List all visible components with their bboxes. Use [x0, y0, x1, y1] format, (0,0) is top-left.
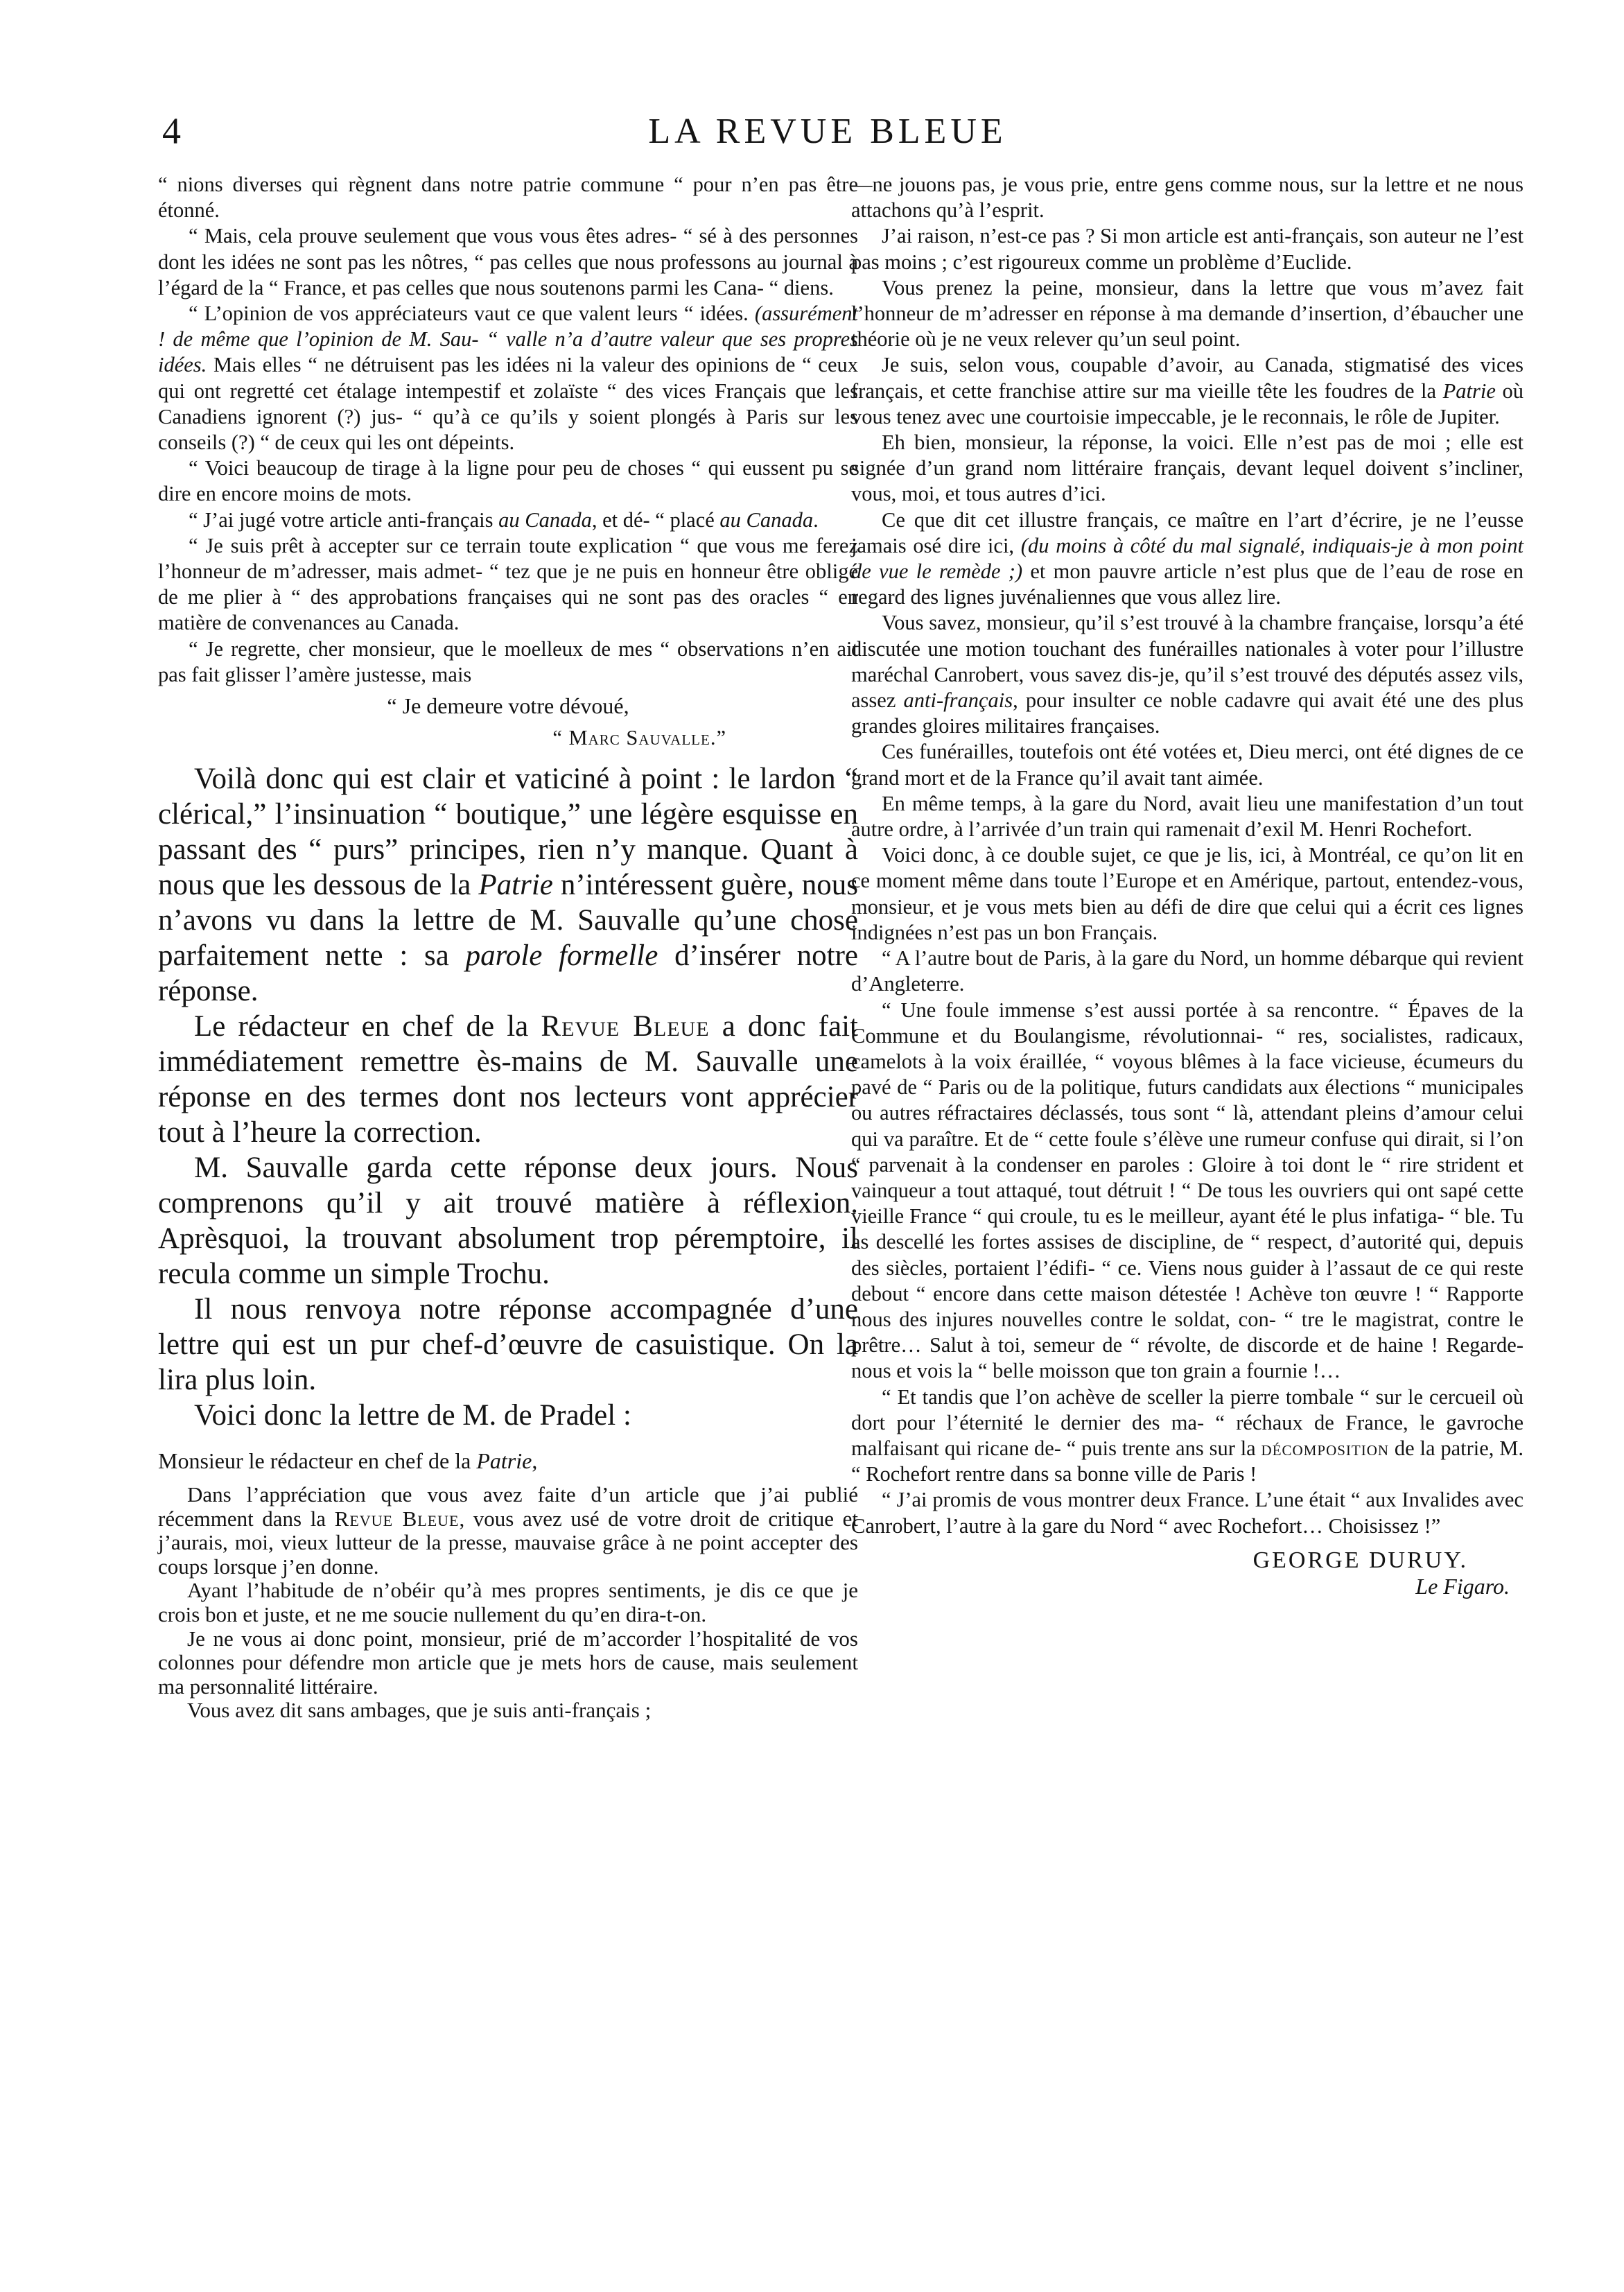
- quote-paragraph: “ Je suis prêt à accepter sur ce terrain toute explication “ que vous me ferez l’honneur de m’adresser, mais admet- “ tez que je ne puis en honneur être obligé de me plier à “ des approbations françaises qui ne sont pas des oracles “ en matière de convenances au Canada.: [158, 533, 858, 635]
- body-paragraph: Il nous renvoya notre réponse accompagnée d’une lettre qui est un pur chef-d’œuvre de casuistique. On la lira plus loin.: [158, 1293, 858, 1397]
- letter-paragraph: Vous savez, monsieur, qu’il s’est trouvé à la chambre française, lorsqu’a été discutée une motion touchant des funérailles nationales à voter pour l’illustre maréchal Canrobert, vous savez dis-je, qu’il s’est trouvé des députés assez vils, assez anti-français, pour insulter ce noble cadavre qui avait été une des plus grandes gloires militaires françaises.: [851, 611, 1523, 738]
- letter-paragraph: Je ne vous ai donc point, monsieur, prié de m’accorder l’hospitalité de vos colonnes pour défendre mon article que je mets hors de cause, mais seulement ma personnalité littéraire.: [158, 1626, 858, 1699]
- letter-paragraph: Eh bien, monsieur, la réponse, la voici. Elle n’est pas de moi ; elle est signée d’un grand nom littéraire français, devant lequel doivent s’incliner, vous, moi, et tous autres d’ici.: [851, 431, 1523, 506]
- body-paragraph: Voilà donc qui est clair et vaticiné à point : le lardon “ clérical,” l’insinuation “ boutique,” une légère esquisse en passant des “ purs” principes, rien n’y manque. Quant à nous que les dessous de la Patrie n’intéressent guère, nous n’avons vu dans la lettre de M. Sauvalle qu’une chose parfaitement nette : sa parole formelle d’insérer notre réponse.: [158, 763, 858, 1008]
- letter-paragraph: Voici donc, à ce double sujet, ce que je lis, ici, à Montréal, ce qu’on lit en ce moment même dans toute l’Europe et en Amérique, partout, entendez-vous, monsieur, et je vous mets bien au défi de dire que celui qui a écrit ces lignes indignées n’est pas un bon Français.: [851, 843, 1523, 944]
- letter-paragraph: Je suis, selon vous, coupable d’avoir, au Canada, stigmatisé des vices français, et cette franchise attire sur ma vieille tête les foudres de la Patrie où vous tenez avec une courtoisie impeccable, je le reconnais, le rôle de Jupiter.: [851, 353, 1523, 428]
- quote-paragraph: “ Je regrette, cher monsieur, que le moelleux de mes “ observations n’en ait pas fait glisser l’amère justesse, mais: [158, 636, 858, 686]
- quote-paragraph: “ Mais, cela prouve seulement que vous vous êtes adres- “ sé à des personnes dont les idées ne sont pas les nôtres, “ pas celles que nous professons au journal à l’égard de la “ France, et pas celles que nous soutenons parmi les Cana- “ diens.: [158, 224, 858, 299]
- quote-paragraph: “ Une foule immense s’est aussi portée à sa rencontre. “ Épaves de la Commune et du Boulangisme, révolutionnai- “ res, socialistes, radicaux, camelots à la voix éraillée, “ voyous blêmes à la face vicieuse, écumeurs du pavé de “ Paris ou de la politique, futurs candidats aux élections “ municipales ou autres réfractaires déclassés, tous sont “ là, attendant pleins d’amour celui qui va paraître. Et de “ cette foule s’élève une rumeur confuse qui dirait, si l’on “ parvenait à la condenser en paroles : Gloire à toi dont le “ rire strident et vainqueur a tout attaqué, tout détruit ! “ De tous les ouvriers qui ont sapé cette vieille France “ qui croule, tu es le meilleur, ayant été le plus infatiga- “ ble. Tu as descellé les fortes assises de discipline, de “ respect, d’autorité qui, depuis des siècles, portaient l’édifi- “ ce. Viens nous guider à l’assaut de ce qui reste debout “ encore dans cette maison détestée ! Achève ton œuvre ! “ Rapporte nous des injures nouvelles contre le soldat, con- “ tre le magistrat, contre le prêtre… Salut à toi, semeur de “ révolte, de discorde et de haine ! Regarde-nous et vois la “ belle moisson que ton grain a fournie !…: [851, 998, 1523, 1383]
- right-column: [851, 172, 1523, 1599]
- quote-paragraph: “ A l’autre bout de Paris, à la gare du Nord, un homme débarque qui revient d’Angleterre.: [851, 946, 1523, 996]
- page-header: [162, 110, 1493, 165]
- body-paragraph: Le rédacteur en chef de la Revue Bleue a donc fait immédiatement remettre ès-mains de M. Sauvalle une réponse en des termes dont nos lecteurs vont apprécier tout à l’heure la correction.: [158, 1010, 858, 1149]
- letter-paragraph: J’ai raison, n’est-ce pas ? Si mon article est anti-français, son auteur ne l’est pas moins ; c’est rigoureux comme un problème d’Euclide.: [851, 224, 1523, 274]
- letter-paragraph: En même temps, à la gare du Nord, avait lieu une manifestation d’un tout autre ordre, à l’arrivée d’un train qui ramenait d’exil M. Henri Rochefort.: [851, 791, 1523, 842]
- body-paragraph: Voici donc la lettre de M. de Pradel :: [194, 1399, 631, 1432]
- quote-paragraph: “ J’ai promis de vous montrer deux France. L’une était “ aux Invalides avec Canrobert, l’autre à la gare du Nord “ avec Rochefort… Choisissez !”: [851, 1488, 1523, 1538]
- quote-paragraph: “ nions diverses qui règnent dans notre patrie commune “ pour n’en pas être étonné.: [158, 173, 858, 223]
- quote-paragraph: “ Voici beaucoup de tirage à la ligne pour peu de choses “ qui eussent pu se dire en encore moins de mots.: [158, 456, 858, 506]
- page-number: 4: [162, 110, 181, 152]
- letter-paragraph: Dans l’appréciation que vous avez faite d’un article que j’ai publié récemment dans la Revue Bleue, vous avez usé de votre droit de critique et j’aurais, moi, vieux lutteur de la presse, mauvaise grâce à ne point accepter des coups lorsque j’en donne.: [158, 1482, 858, 1579]
- letter-paragraph: Ces funérailles, toutefois ont été votées et, Dieu merci, ont été dignes de ce grand mort et de la France qu’il avait tant aimée.: [851, 740, 1523, 790]
- quote-paragraph: “ L’opinion de vos appréciateurs vaut ce que valent leurs “ idées. (assurément ! de même que l’opinion de M. Sau- “ valle n’a d’autre valeur que ses propres idées. Mais elles “ ne détruisent pas les idées ni la valeur des opinions de “ ceux qui ont regretté cet étalage intempestif et zolaïste “ des vices Français que les Canadiens ignorent (?) jus- “ qu’à ce qu’ils y soient plongés à Paris sur les conseils (?) “ de ceux qui les ont dépeints.: [158, 302, 858, 455]
- letter-paragraph: Vous avez dit sans ambages, que je suis anti-français ;: [187, 1698, 652, 1723]
- left-column: [158, 172, 858, 1723]
- letter-paragraph: —ne jouons pas, je vous prie, entre gens comme nous, sur la lettre et ne nous attachons qu’à l’esprit.: [851, 173, 1523, 223]
- quote-closing: “ Je demeure votre dévoué,: [387, 693, 629, 719]
- letter-paragraph: Ayant l’habitude de n’obéir qu’à mes propres sentiments, je dis ce que je crois bon et juste, et ne me soucie nullement du qu’en dira-t-on.: [158, 1578, 858, 1627]
- running-title: LA REVUE BLEUE: [648, 112, 1007, 151]
- quote-signature: “ Marc Sauvalle.”: [552, 726, 726, 750]
- body-paragraph: M. Sauvalle garda cette réponse deux jours. Nous comprenons qu’il y ait trouvé matière à réflexion. Aprèsquoi, la trouvant absolument trop péremptoire, il recula comme un simple Trochu.: [158, 1152, 858, 1291]
- quote-paragraph: “ J’ai jugé votre article anti-français au Canada, et dé- “ placé au Canada.: [189, 507, 819, 532]
- author-signature: GEORGE DURUY.: [1252, 1547, 1468, 1573]
- letter-salutation: Monsieur le rédacteur en chef de la Patrie,: [158, 1448, 538, 1474]
- letter-paragraph: Vous prenez la peine, monsieur, dans la lettre que vous m’avez fait l’honneur de m’adresser en réponse à ma demande d’insertion, d’ébaucher une théorie où je ne veux relever qu’un seul point.: [851, 275, 1523, 351]
- letter-paragraph: Ce que dit cet illustre français, ce maître en l’art d’écrire, je ne l’eusse jamais osé dire ici, (du moins à côté du mal signalé, indiquais-je à mon point de vue le remède ;) et mon pauvre article n’est plus que de l’eau de rose en regard des lignes juvénaliennes que vous allez lire.: [851, 507, 1523, 609]
- quote-paragraph: “ Et tandis que l’on achève de sceller la pierre tombale “ sur le cercueil où dort pour l’éternité le dernier des ma- “ réchaux de France, le gavroche malfaisant qui ricane de- “ puis trente ans sur la décomposition de la patrie, M. “ Rochefort rentre dans sa bonne ville de Paris !: [851, 1384, 1523, 1486]
- source-attribution: Le Figaro.: [1415, 1573, 1510, 1599]
